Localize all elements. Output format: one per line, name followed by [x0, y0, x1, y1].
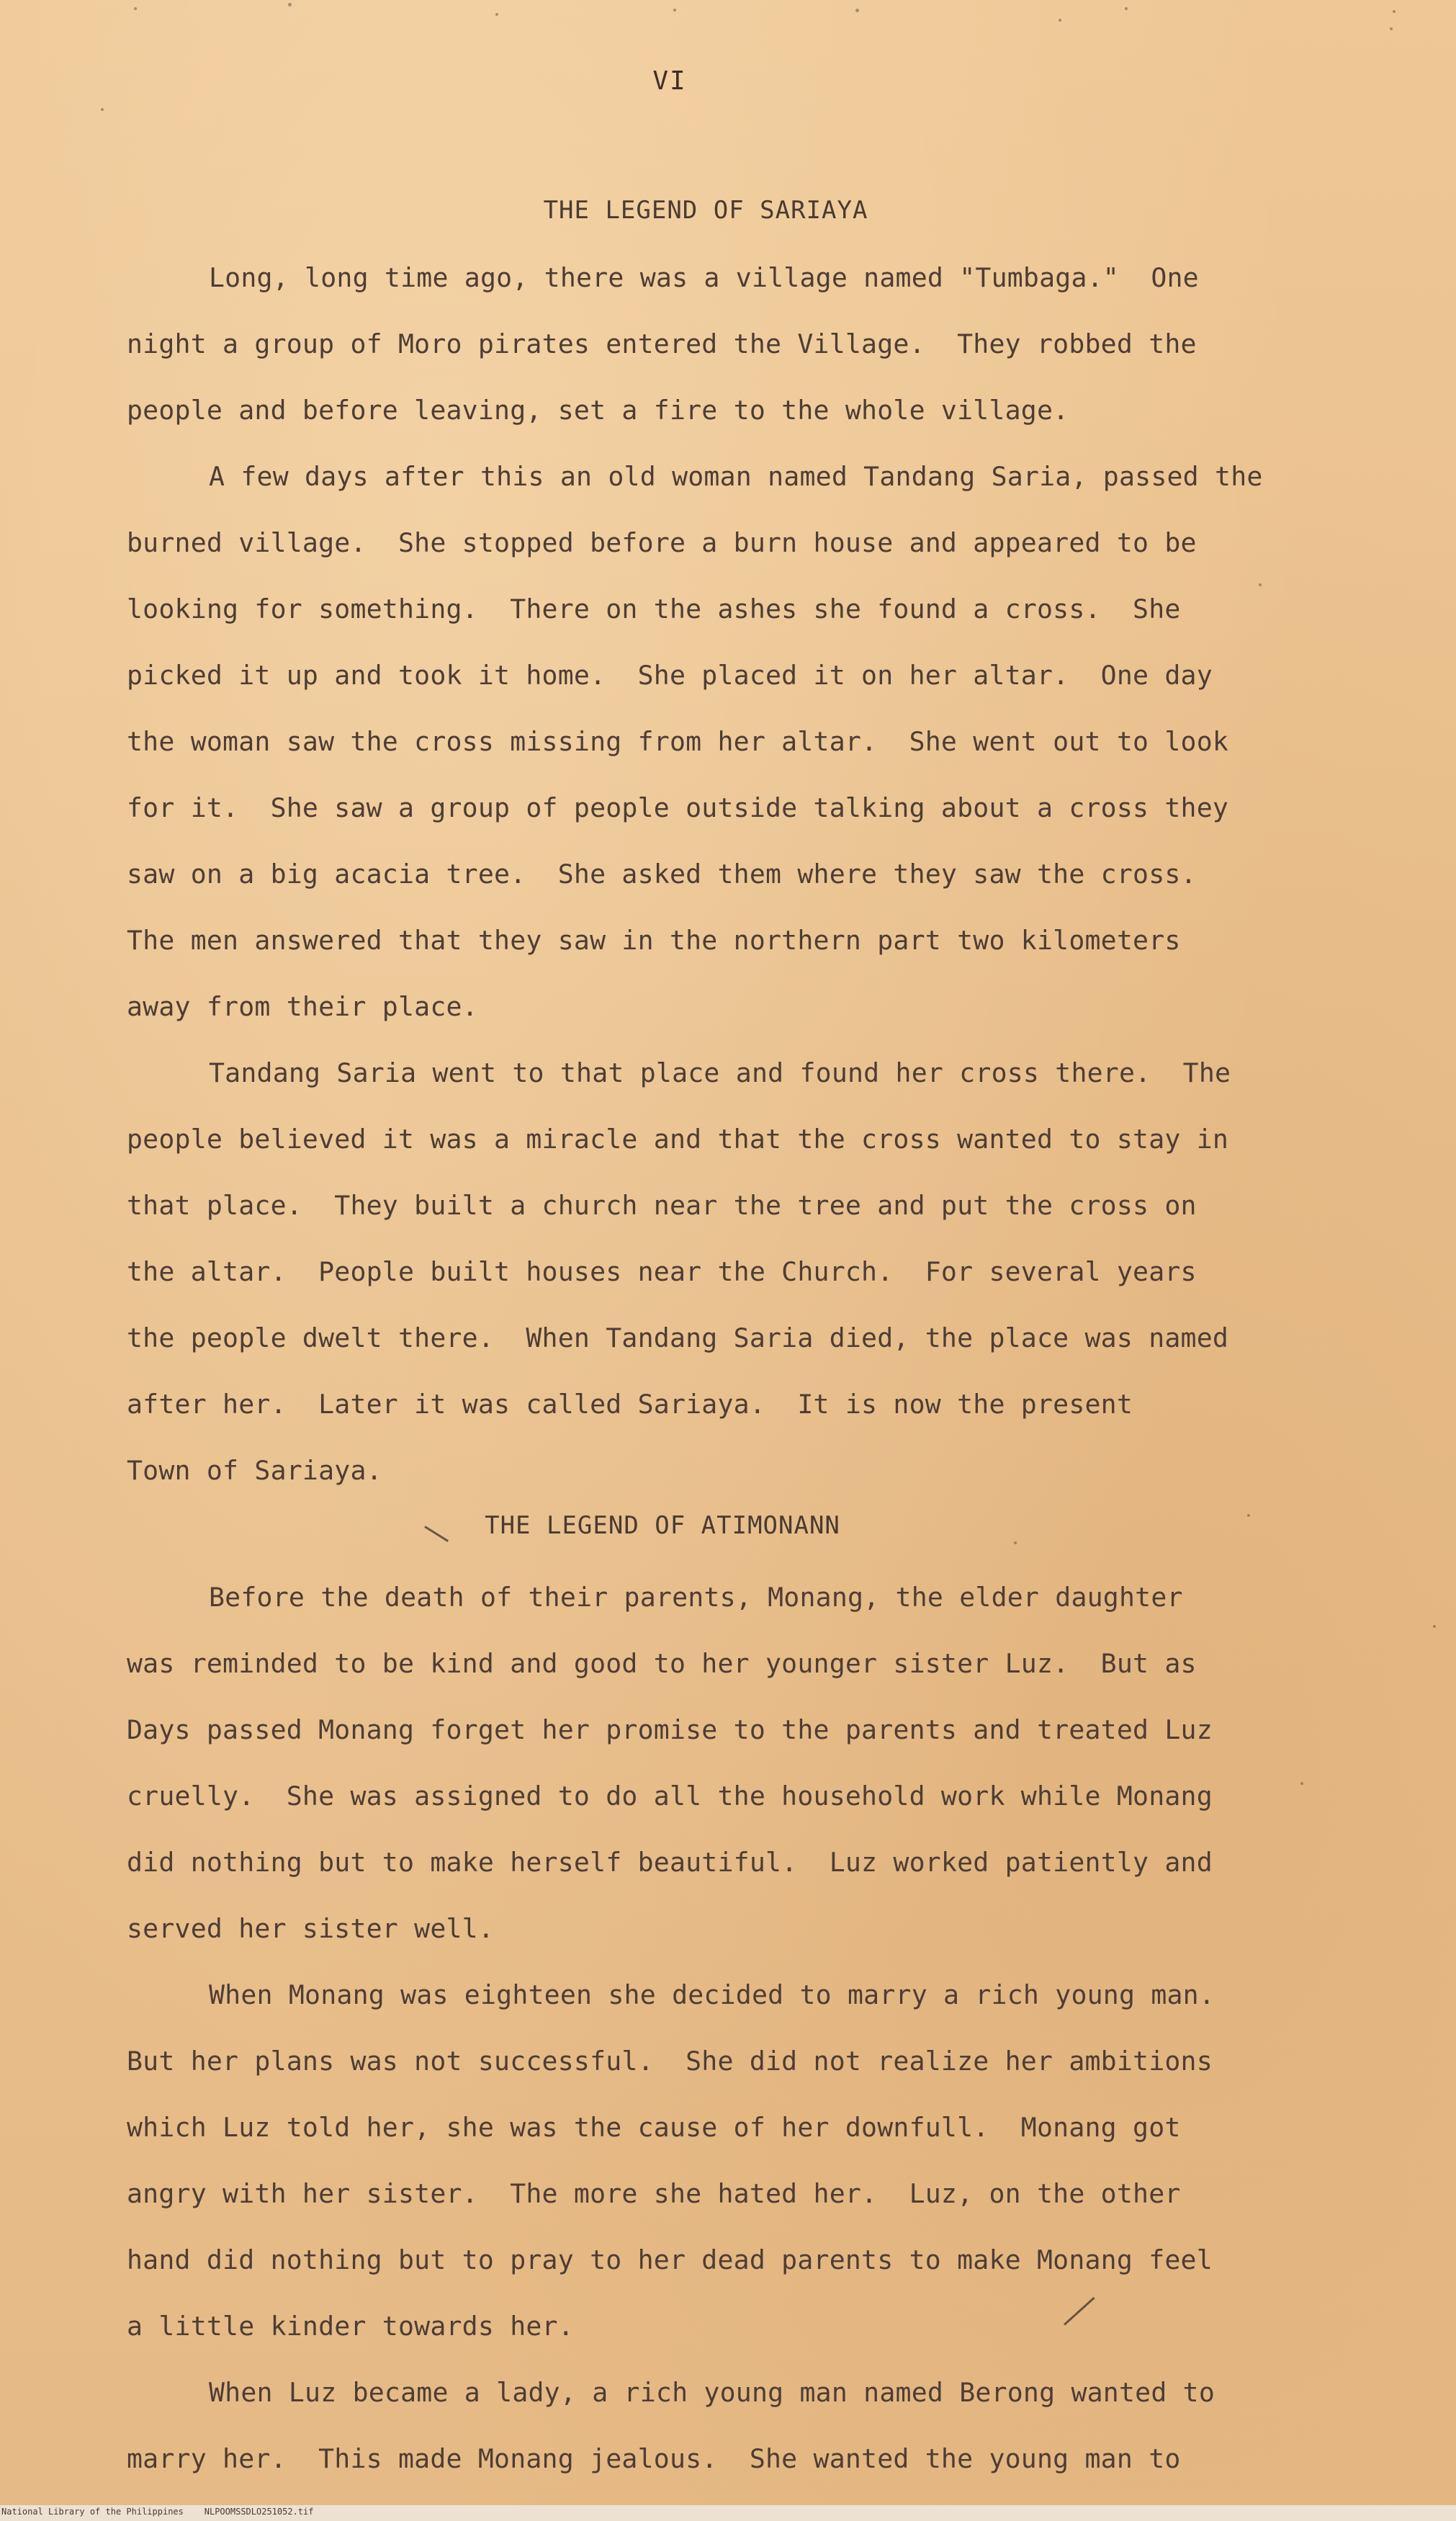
paper-speck [855, 9, 859, 12]
scan-footer-caption: National Library of the Philippines NLPOOMSSDLO251052.tif [1, 2507, 314, 2517]
text-line: night a group of Moro pirates entered the Village. They robbed the [127, 328, 1197, 359]
paper-speck [1433, 1625, 1436, 1628]
section-title-sariaya: THE LEGEND OF SARIAYA [543, 196, 868, 225]
page-number: VI [652, 66, 687, 96]
text-line: Long, long time ago, there was a village named "Tumbaga." One [209, 262, 1199, 293]
text-line: which Luz told her, she was the cause of her downfull. Monang got [127, 2112, 1181, 2143]
text-line: served her sister well. [127, 1913, 495, 1944]
text-line: marry her. This made Monang jealous. She wanted the young man to [127, 2443, 1181, 2474]
text-line: Days passed Monang forget her promise to the parents and treated Luz [127, 1714, 1213, 1745]
text-line: the people dwelt there. When Tandang Saria died, the place was named [127, 1322, 1229, 1353]
pen-mark [1064, 2297, 1095, 2326]
paper-speck [1059, 19, 1061, 22]
text-line: But her plans was not successful. She did not realize her ambitions [127, 2046, 1213, 2077]
text-line: saw on a big acacia tree. She asked them where they saw the cross. [127, 859, 1197, 890]
text-line: for it. She saw a group of people outside talking about a cross they [127, 792, 1229, 823]
paper-speck [1259, 583, 1262, 586]
text-line: angry with her sister. The more she hated her. Luz, on the other [127, 2178, 1181, 2209]
paper-speck [1014, 1541, 1017, 1544]
paper-speck [1125, 7, 1128, 10]
paper-speck [101, 108, 104, 111]
text-line: Town of Sariaya. [127, 1455, 382, 1486]
text-line: after her. Later it was called Sariaya. It is now the present [127, 1389, 1133, 1420]
text-line: the woman saw the cross missing from her altar. She went out to look [127, 726, 1229, 757]
text-line: looking for something. There on the ashes she found a cross. She [127, 594, 1181, 624]
text-line: that place. They built a church near the tree and put the cross on [127, 1190, 1197, 1221]
text-line: people believed it was a miracle and that the cross wanted to stay in [127, 1124, 1229, 1155]
paper-speck [134, 7, 137, 10]
text-line: a little kinder towards her. [127, 2311, 574, 2342]
text-line: burned village. She stopped before a burn house and appeared to be [127, 527, 1197, 558]
text-line: Tandang Saria went to that place and found her cross there. The [209, 1057, 1231, 1088]
section-title-atimonann: THE LEGEND OF ATIMONANN [485, 1511, 840, 1540]
text-line: Before the death of their parents, Monang, the elder daughter [209, 1582, 1183, 1613]
paper-speck [673, 9, 676, 12]
text-line: people and before leaving, set a fire to the whole village. [127, 395, 1069, 426]
text-line: A few days after this an old woman named Tandang Saria, passed the [209, 461, 1263, 492]
paper-speck [1393, 10, 1396, 13]
text-line: did nothing but to make herself beautiful. Luz worked patiently and [127, 1847, 1213, 1878]
text-line: was reminded to be kind and good to her younger sister Luz. But as [127, 1648, 1197, 1679]
paper-speck [1300, 1782, 1303, 1785]
paper-speck [495, 13, 498, 16]
text-line: When Monang was eighteen she decided to marry a rich young man. [209, 1979, 1215, 2010]
text-line: The men answered that they saw in the northern part two kilometers [127, 925, 1181, 956]
text-line: the altar. People built houses near the Church. For several years [127, 1256, 1197, 1287]
text-line: cruelly. She was assigned to do all the household work while Monang [127, 1781, 1213, 1812]
text-line: When Luz became a lady, a rich young man named Berong wanted to [209, 2377, 1215, 2408]
text-line: picked it up and took it home. She placed it on her altar. One day [127, 660, 1213, 691]
text-line: away from their place. [127, 991, 478, 1022]
paper-speck [288, 3, 292, 6]
text-line: hand did nothing but to pray to her dead parents to make Monang feel [127, 2244, 1213, 2275]
paper-speck [1390, 27, 1393, 30]
